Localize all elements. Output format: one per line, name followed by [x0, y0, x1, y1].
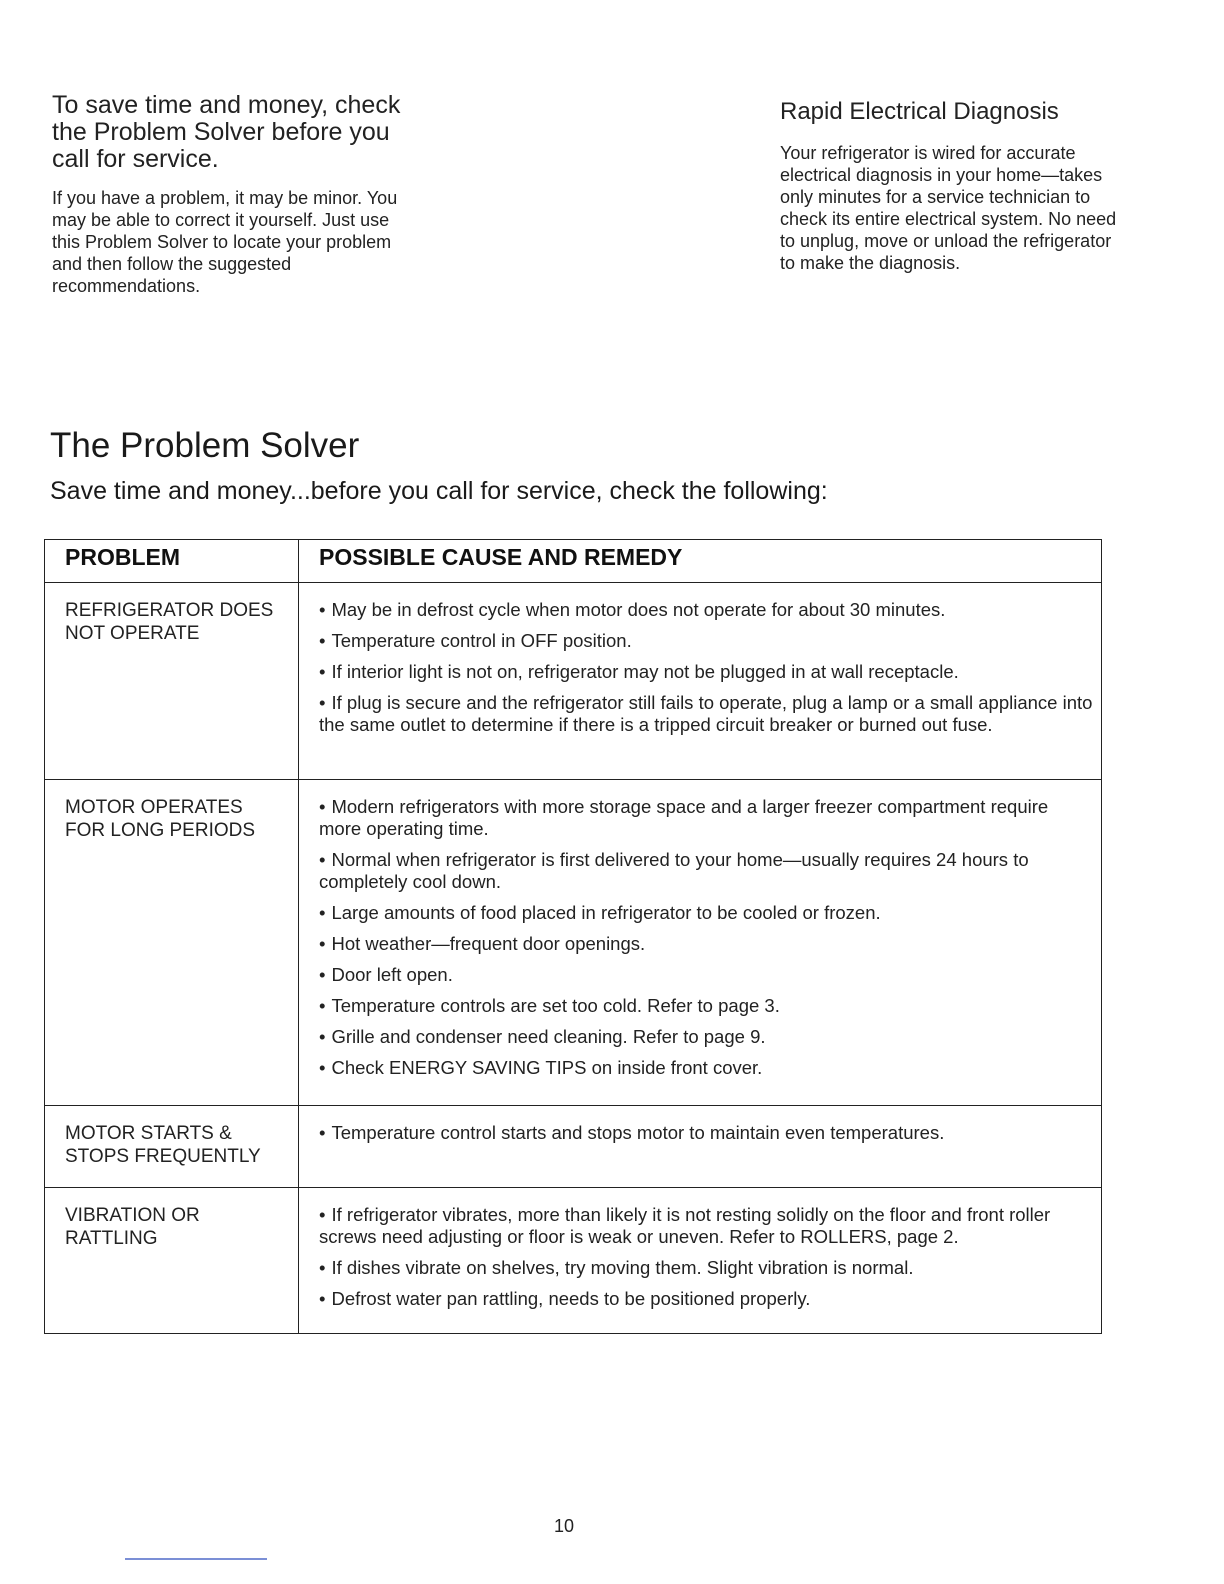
remedy-cell [299, 780, 1102, 1106]
remedy-text: • If dishes vibrate on shelves, try moving them. Slight vibration is normal. [319, 1257, 913, 1278]
remedy-item [319, 1257, 1093, 1279]
problem-solver-title: The Problem Solver [50, 426, 360, 465]
remedy-text: • Temperature control in OFF position. [319, 630, 632, 651]
remedy-item [319, 630, 1093, 652]
remedy-text: • Normal when refrigerator is first delivered to your home—usually requires 24 hours to completely cool down. [319, 849, 1029, 892]
remedy-text: • Grille and condenser need cleaning. Refer to page 9. [319, 1026, 766, 1047]
remedy-cell [299, 1106, 1102, 1188]
remedy-item [319, 1288, 1093, 1310]
remedy-text: • Temperature controls are set too cold. Refer to page 3. [319, 995, 780, 1016]
table-row [45, 1106, 1102, 1188]
remedy-item [319, 661, 1093, 683]
table-row [45, 583, 1102, 780]
problem-cell: MOTOR OPERATES FOR LONG PERIODS [45, 780, 299, 1106]
problem-cell: MOTOR STARTS & STOPS FREQUENTLY [45, 1106, 299, 1188]
table-row [45, 1188, 1102, 1334]
header-remedy: POSSIBLE CAUSE AND REMEDY [299, 540, 1102, 583]
problem-cell: REFRIGERATOR DOES NOT OPERATE [45, 583, 299, 780]
remedy-item [319, 692, 1093, 736]
remedy-item [319, 964, 1093, 986]
problem-solver-subtitle: Save time and money...before you call for service, check the following: [50, 477, 828, 505]
remedy-text: • Hot weather—frequent door openings. [319, 933, 645, 954]
remedy-item [319, 1057, 1093, 1079]
problem-cell: VIBRATION OR RATTLING [45, 1188, 299, 1334]
table-row [45, 780, 1102, 1106]
remedy-item [319, 933, 1093, 955]
remedy-item [319, 1026, 1093, 1048]
remedy-text: • If plug is secure and the refrigerator still fails to operate, plug a lamp or a small appliance into the same outlet to determine if there is a tripped circuit breaker or burned out fuse. [319, 692, 1092, 735]
remedy-text: • Defrost water pan rattling, needs to be positioned properly. [319, 1288, 810, 1309]
remedy-item [319, 796, 1093, 840]
remedy-text: • May be in defrost cycle when motor does not operate for about 30 minutes. [319, 599, 945, 620]
remedy-text: • If interior light is not on, refrigerator may not be plugged in at wall receptacle. [319, 661, 959, 682]
remedy-item [319, 599, 1093, 621]
remedy-text: • Door left open. [319, 964, 453, 985]
table-header-row [45, 540, 1102, 583]
remedy-item [319, 849, 1093, 893]
page-number: 10 [554, 1516, 575, 1536]
intro-heading: To save time and money, check the Problem Solver before you call for service. [52, 91, 401, 173]
remedy-item [319, 902, 1093, 924]
remedy-item [319, 1122, 1093, 1144]
problem-solver-table [44, 539, 1102, 1334]
intro-body: If you have a problem, it may be minor. You may be able to correct it yourself. Just use this Problem Solver to locate your problem and then follow the suggested recommendations. [52, 188, 398, 296]
remedy-text: • Check ENERGY SAVING TIPS on inside front cover. [319, 1057, 762, 1078]
remedy-cell [299, 1188, 1102, 1334]
footer-divider [125, 1558, 267, 1560]
remedy-text: • Large amounts of food placed in refrigerator to be cooled or frozen. [319, 902, 881, 923]
remedy-text: • Modern refrigerators with more storage space and a larger freezer compartment require more operating time. [319, 796, 1048, 839]
remedy-text: • If refrigerator vibrates, more than likely it is not resting solidly on the floor and front roller screws need adjusting or floor is weak or uneven. Refer to ROLLERS, page 2. [319, 1204, 1050, 1247]
rapid-diagnosis-title: Rapid Electrical Diagnosis [780, 98, 1059, 125]
remedy-cell [299, 583, 1102, 780]
remedy-item [319, 995, 1093, 1017]
rapid-diagnosis-section [780, 98, 1120, 274]
rapid-diagnosis-body: Your refrigerator is wired for accurate electrical diagnosis in your home—takes only minutes for a service technician to check its entire electrical system. No need to unplug, move or unload the refrigerator to make the diagnosis. [780, 143, 1117, 273]
remedy-text: • Temperature control starts and stops motor to maintain even temperatures. [319, 1122, 944, 1143]
header-problem: PROBLEM [45, 540, 299, 583]
remedy-item [319, 1204, 1093, 1248]
intro-section [52, 92, 412, 297]
